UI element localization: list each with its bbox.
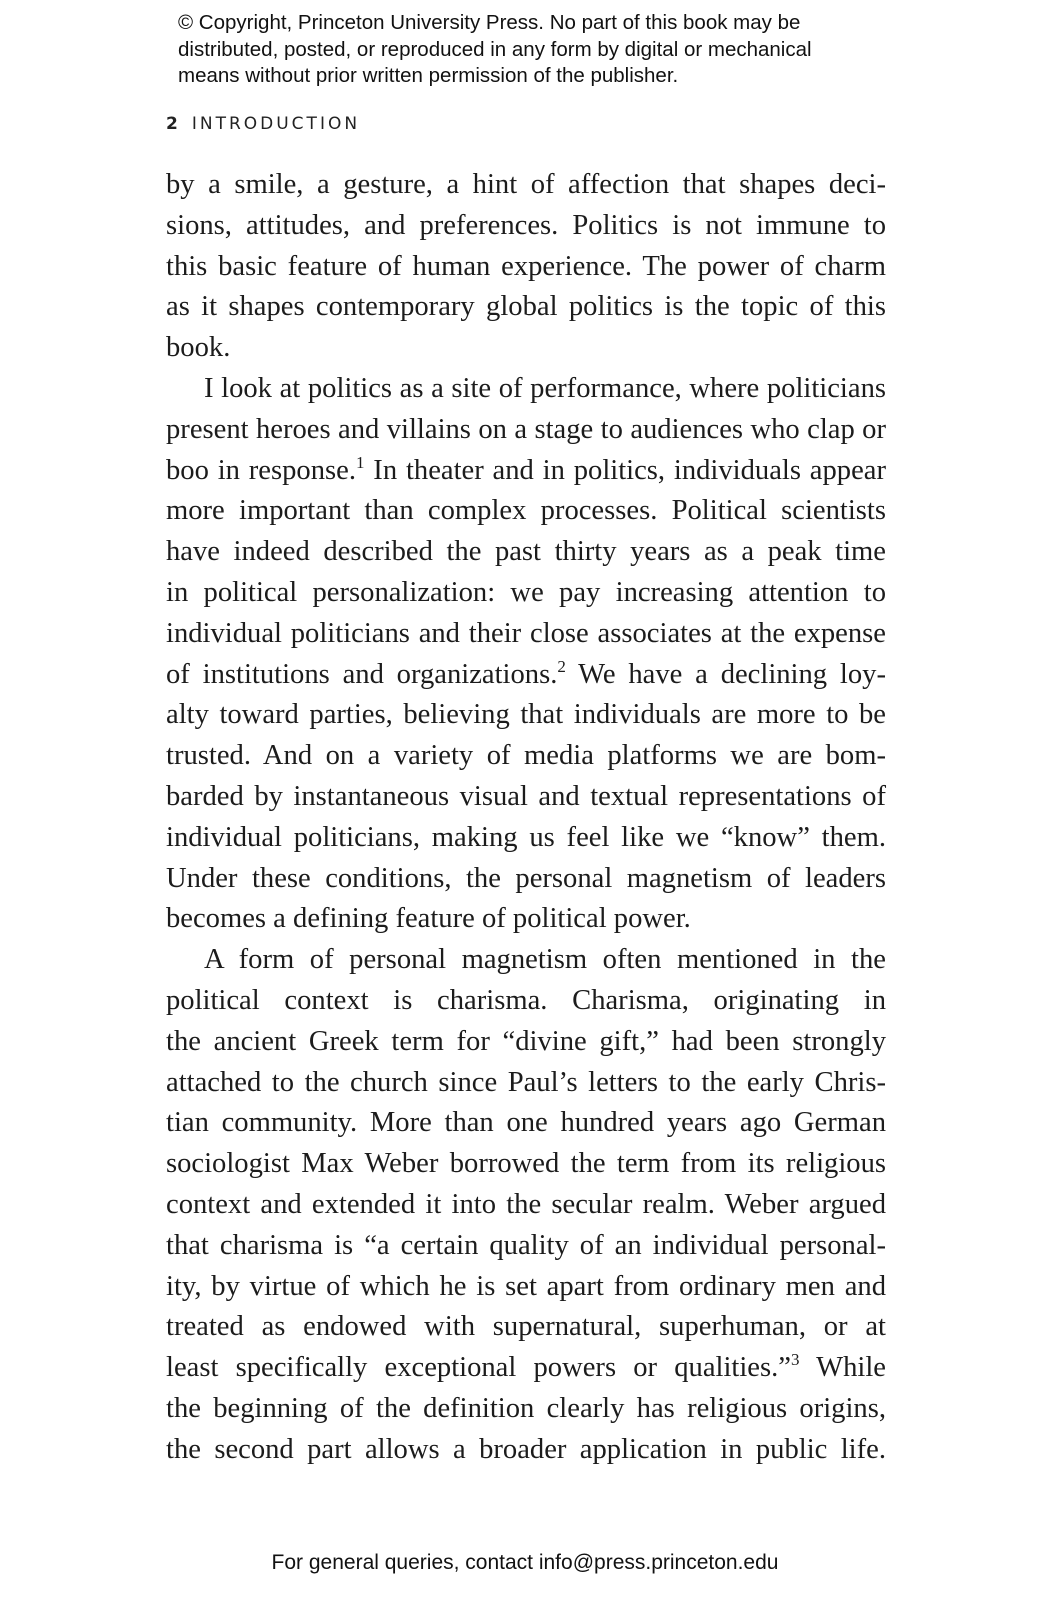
text-line: more important than complex processes. Political scientists bbox=[166, 495, 886, 527]
text-line: political context is charisma. Charisma, originating in bbox=[166, 984, 886, 1016]
text-line: sociologist Max Weber borrowed the term from its religious bbox=[166, 1148, 886, 1180]
text-fragment: of institutions and organizations. bbox=[166, 658, 558, 690]
copyright-line: © Copyright, Princeton University Press. No part of this book may be bbox=[178, 11, 801, 34]
text-line: context and extended it into the secular realm. Weber argued bbox=[166, 1188, 886, 1220]
text-fragment: While bbox=[799, 1352, 886, 1384]
text-line bbox=[166, 1348, 886, 1389]
page-number: 2 bbox=[166, 114, 178, 134]
text-line: individual politicians and their close associates at the expense bbox=[166, 617, 886, 649]
text-line: sions, attitudes, and preferences. Politics is not immune to bbox=[166, 209, 886, 241]
text-line: I look at politics as a site of performance, where politicians bbox=[204, 372, 886, 404]
text-line: tian community. More than one hundred years ago German bbox=[166, 1107, 886, 1139]
text-line: the beginning of the definition clearly has religious origins, bbox=[166, 1392, 886, 1424]
text-line bbox=[166, 451, 886, 492]
copyright-notice bbox=[178, 10, 898, 90]
text-line: have indeed described the past thirty years as a peak time bbox=[166, 536, 886, 568]
section-title: INTRODUCTION bbox=[191, 114, 361, 134]
text-line: ity, by virtue of which he is set apart from ordinary men and bbox=[166, 1270, 886, 1302]
text-line: book. bbox=[166, 332, 231, 364]
text-line: trusted. And on a variety of media platforms we are bom- bbox=[166, 740, 886, 772]
copyright-line: means without prior written permission of the publisher. bbox=[178, 64, 679, 87]
text-line: A form of personal magnetism often mentioned in the bbox=[204, 944, 886, 976]
footnote-marker: 2 bbox=[557, 656, 566, 676]
body-text bbox=[166, 165, 886, 1471]
footer-contact: For general queries, contact info@press.princeton.edu bbox=[271, 1551, 779, 1574]
text-fragment: least specifically exceptional powers or qualities.” bbox=[166, 1352, 791, 1384]
running-head bbox=[166, 114, 360, 134]
text-line: this basic feature of human experience. The power of charm bbox=[166, 250, 886, 282]
text-line: in political personalization: we pay increasing attention to bbox=[166, 576, 886, 608]
text-fragment: We have a declining loy- bbox=[565, 658, 886, 690]
text-line: present heroes and villains on a stage to audiences who clap or bbox=[166, 413, 886, 445]
text-line: as it shapes contemporary global politics is the topic of this bbox=[166, 291, 886, 323]
text-line: by a smile, a gesture, a hint of affection that shapes deci- bbox=[166, 169, 886, 200]
text-line: that charisma is “a certain quality of an individual personal- bbox=[166, 1229, 886, 1261]
text-line: barded by instantaneous visual and textual representations of bbox=[166, 780, 886, 812]
text-line bbox=[166, 655, 886, 696]
text-line: individual politicians, making us feel like we “know” them. bbox=[166, 821, 886, 853]
text-fragment: In theater and in politics, individuals appear bbox=[364, 454, 886, 486]
footnote-marker: 3 bbox=[790, 1350, 800, 1370]
text-line: the second part allows a broader application in public life. bbox=[166, 1433, 886, 1465]
copyright-line: distributed, posted, or reproduced in any form by digital or mechanical bbox=[178, 37, 812, 61]
text-line: treated as endowed with supernatural, superhuman, or at bbox=[166, 1311, 886, 1343]
text-line: Under these conditions, the personal magnetism of leaders bbox=[166, 862, 886, 894]
text-line: attached to the church since Paul’s letters to the early Chris- bbox=[166, 1066, 886, 1098]
footnote-marker: 1 bbox=[355, 452, 365, 472]
text-line: becomes a defining feature of political power. bbox=[166, 903, 691, 935]
text-fragment: boo in response. bbox=[166, 454, 356, 486]
text-line: alty toward parties, believing that individuals are more to be bbox=[166, 699, 886, 731]
text-line: the ancient Greek term for “divine gift,” had been strongly bbox=[166, 1025, 886, 1057]
